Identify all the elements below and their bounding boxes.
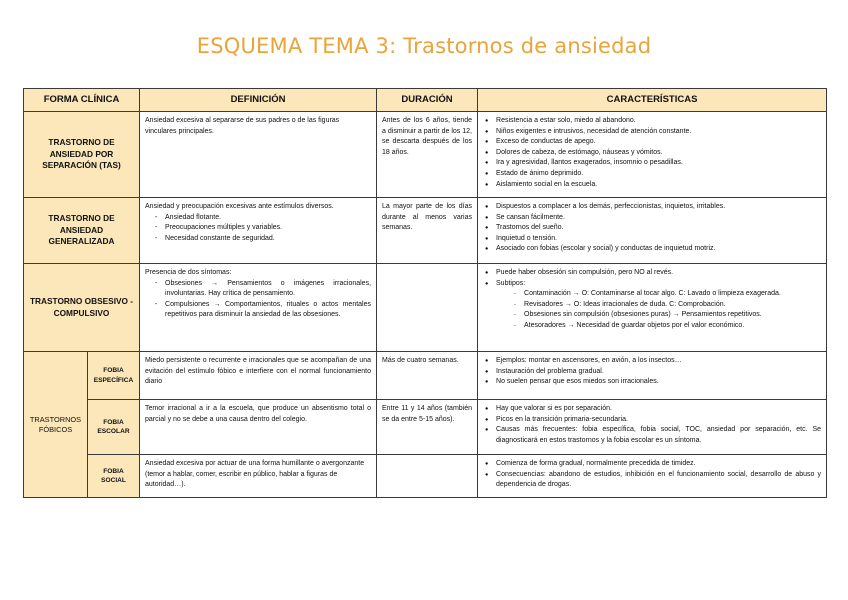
header-forma-clinica: FORMA CLÍNICA (24, 89, 140, 112)
list-item: ● Comienza de forma gradual, normalmente precedida de timidez. (496, 459, 821, 470)
list-item: ● Exceso de conductas de apego. (496, 137, 821, 148)
list-item: ● No suelen pensar que esos miedos son irracionales. (496, 377, 821, 388)
list-item: ● Inquietud o tensión. (496, 234, 821, 245)
definition-text: Presencia de dos síntomas: (145, 269, 232, 276)
list-item: ● Ira y agresividad, llantos exagerados, insomnio o pesadillas. (496, 158, 821, 169)
list-item: ● Estado de ánimo deprimido. (496, 169, 821, 180)
header-duracion: DURACIÓN (377, 89, 478, 112)
table-row (24, 400, 827, 455)
group-trastornos-fobicos: TRASTORNOS FÓBICOS (24, 352, 88, 498)
list-item: ● Causas más frecuentes: fobia específica, fobia social, TOC, ansiedad por separación, etc. Se diagnosticará en estos trastornos y la fobia escolar es un síntoma. (496, 425, 821, 446)
list-item: - Ansiedad flotante. (165, 213, 371, 224)
definition-cell: Temor irracional a ir a la escuela, que produce un absentismo total o parcial y no se debe a una causa dentro del colegio. (140, 400, 377, 455)
list-item: ● Resistencia a estar solo, miedo al abandono. (496, 116, 821, 127)
features-cell (478, 112, 827, 198)
clinical-form-tas: TRASTORNO DE ANSIEDAD POR SEPARACIÓN (TAS) (24, 112, 140, 198)
list-item: - Revisadores → O: Ideas irracionales de duda. C: Comprobación. (524, 300, 821, 311)
definition-cell (140, 264, 377, 352)
list-item: ● Hay que valorar si es por separación. (496, 404, 821, 415)
subtypes-label: Subtipos: (496, 279, 526, 287)
table-row (24, 352, 827, 400)
list-item: ● Picos en la transición primaria-secundaria. (496, 415, 821, 426)
duration-cell (377, 264, 478, 352)
anxiety-disorders-table (23, 88, 827, 498)
table-row (24, 198, 827, 264)
list-item: ● Ejemplos: montar en ascensores, en avión, a los insectos… (496, 356, 821, 367)
list-item: - Obsesiones sin compulsión (obsesiones puras) → Pensamientos repetitivos. (524, 310, 821, 321)
table-row (24, 455, 827, 498)
list-item: ● Puede haber obsesión sin compulsión, pero NO al revés. (496, 268, 821, 279)
duration-cell: Más de cuatro semanas. (377, 352, 478, 400)
table-row (24, 112, 827, 198)
duration-cell (377, 455, 478, 498)
list-item: ● Trastornos del sueño. (496, 223, 821, 234)
table-header-row (24, 89, 827, 112)
list-item: ● Se cansan fácilmente. (496, 213, 821, 224)
header-definicion: DEFINICIÓN (140, 89, 377, 112)
duration-cell: Entre 11 y 14 años (también se da entre 5-15 años). (377, 400, 478, 455)
definition-text: Ansiedad y preocupación excesivas ante estímulos diversos. (145, 203, 334, 210)
list-item: - Contaminación → O: Contaminarse al tocar algo. C: Lavado o limpieza exagerada. (524, 289, 821, 300)
definition-cell: Miedo persistente o recurrente e irracionales que se acompañan de una evitación del estímulo fóbico e interfiere con el normal funcionamiento diario (140, 352, 377, 400)
list-item: ● Aislamiento social en la escuela. (496, 180, 821, 191)
list-item: ● Dolores de cabeza, de estómago, náuseas y vómitos. (496, 148, 821, 159)
features-cell (478, 455, 827, 498)
clinical-form-fobia-social: FOBIA SOCIAL (88, 455, 140, 498)
features-cell (478, 400, 827, 455)
clinical-form-toc: TRASTORNO OBSESIVO - COMPULSIVO (24, 264, 140, 352)
features-cell (478, 198, 827, 264)
list-item: ● Dispuestos a complacer a los demás, perfeccionistas, inquietos, irritables. (496, 202, 821, 213)
definition-cell: Ansiedad excesiva por actuar de una forma humillante o avergonzante (temor a hablar, comer, escribir en público, hablar a figuras de autoridad…). (140, 455, 377, 498)
list-item: ● Consecuencias: abandono de estudios, inhibición en el funcionamiento social, desarrollo de abuso y dependencia de drogas. (496, 470, 821, 491)
list-item: - Preocupaciones múltiples y variables. (165, 223, 371, 234)
list-item (496, 279, 821, 332)
features-cell (478, 264, 827, 352)
list-item: - Compulsiones → Comportamientos, rituales o actos mentales repetitivos para disminuir la ansiedad de las obsesiones. (165, 300, 371, 321)
list-item: - Atesoradores → Necesidad de guardar objetos por el valor económico. (524, 321, 821, 332)
page-title: ESQUEMA TEMA 3: Trastornos de ansiedad (196, 34, 652, 58)
duration-cell: Antes de los 6 años, tiende a disminuir a partir de los 12, se descarta después de los 18 años. (377, 112, 478, 198)
list-item: - Necesidad constante de seguridad. (165, 234, 371, 245)
list-item: ● Niños exigentes e intrusivos, necesidad de atención constante. (496, 127, 821, 138)
header-caracteristicas: CARACTERÍSTICAS (478, 89, 827, 112)
list-item: ● Asociado con fobias (escolar y social) y conductas de inquietud motriz. (496, 244, 821, 255)
features-cell (478, 352, 827, 400)
definition-cell (140, 198, 377, 264)
clinical-form-fobia-escolar: FOBIA ESCOLAR (88, 400, 140, 455)
list-item: ● Instauración del problema gradual. (496, 367, 821, 378)
list-item: - Obsesiones → Pensamientos o imágenes irracionales, involuntarias. Hay crítica de pensamiento. (165, 279, 371, 300)
definition-cell: Ansiedad excesiva al separarse de sus padres o de las figuras vinculares principales. (140, 112, 377, 198)
duration-cell: La mayor parte de los días durante al menos varias semanas. (377, 198, 478, 264)
clinical-form-tag: TRASTORNO DE ANSIEDAD GENERALIZADA (24, 198, 140, 264)
clinical-form-fobia-especifica: FOBIA ESPECÍFICA (88, 352, 140, 400)
table-row (24, 264, 827, 352)
